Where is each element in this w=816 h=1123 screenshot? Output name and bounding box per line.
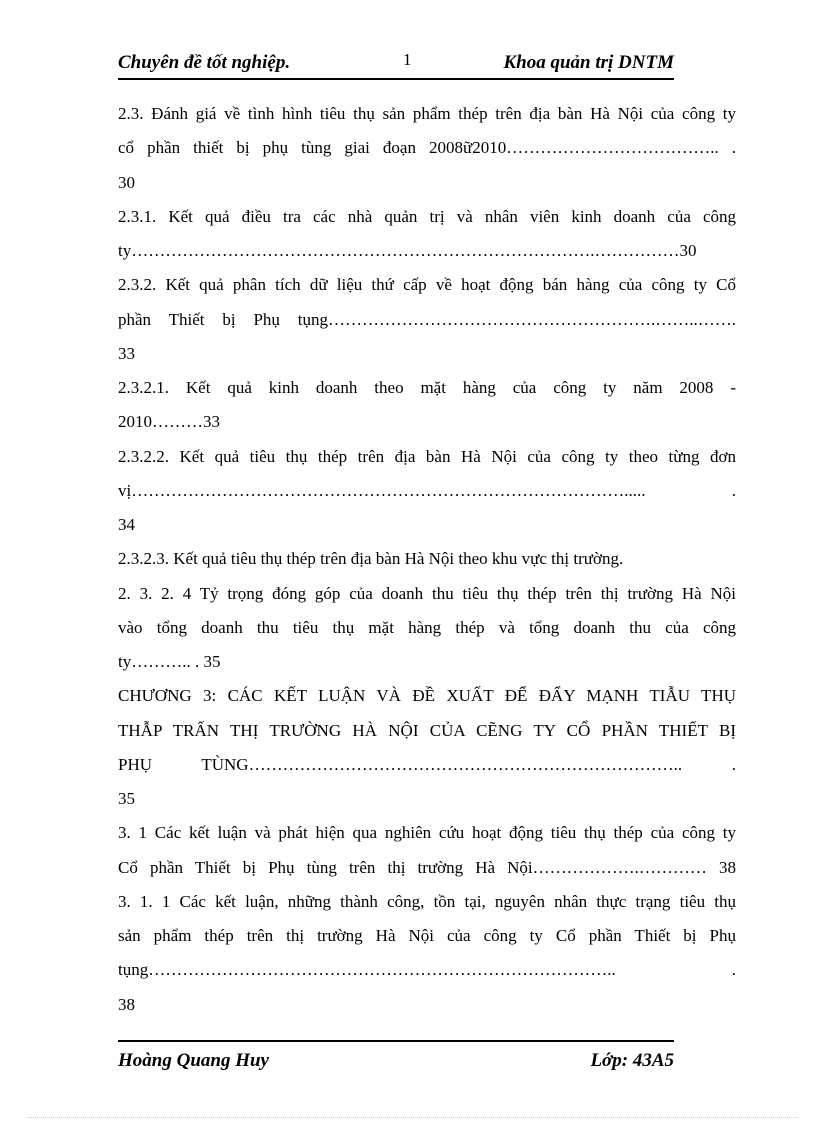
- toc-line: 2.3.2. Kết quả phân tích dữ liệu thứ cấp về hoạt động bán hàng của công ty Cổ: [118, 275, 736, 295]
- table-of-contents: [118, 97, 736, 1022]
- toc-line: 2.3.2.2. Kết quả tiêu thụ thép trên địa bàn Hà Nội của công ty theo từng đơn: [118, 446, 736, 466]
- header-department: Khoa quản trị DNTM: [503, 52, 674, 73]
- toc-line: 2.3.1. Kết quả điều tra các nhà quản trị và nhân viên kinh doanh của công: [118, 206, 736, 226]
- toc-line: ty……………………………………………………………………….……………30: [118, 241, 697, 260]
- page-number: 1: [403, 50, 412, 69]
- page-footer: [118, 1040, 674, 1082]
- toc-line: tụng……………………………………………………………………….. .: [118, 960, 736, 980]
- toc-line: phần Thiết bị Phụ tụng………………………………………………….……..…….: [118, 309, 736, 329]
- toc-line: 3. 1 Các kết luận và phát hiện qua nghiên cứu hoạt động tiêu thụ thép của công ty: [118, 823, 736, 843]
- toc-line: ty……….. . 35: [118, 652, 221, 671]
- toc-line-chapter: PHỤ TÙNG………………………………………………………………….. .: [118, 754, 736, 774]
- header-title: Chuyên đề tốt nghiệp.: [118, 52, 291, 73]
- toc-line-page: 34: [118, 515, 135, 534]
- toc-line: Cổ phần Thiết bị Phụ tùng trên thị trường Hà Nội……………….………… 38: [118, 857, 736, 877]
- toc-line: cổ phần thiết bị phụ tùng giai đoạn 2008ữ2010……………………………….. .: [118, 138, 736, 158]
- toc-line: 2.3.2.3. Kết quả tiêu thụ thép trên địa bàn Hà Nội theo khu vực thị trường.: [118, 549, 624, 569]
- toc-line: vào tổng doanh thu tiêu thụ mặt hàng thép và tổng doanh thu của công: [118, 617, 736, 637]
- toc-line-page: 35: [118, 789, 135, 808]
- page-edge-divider: [28, 1117, 798, 1118]
- toc-line-page: 33: [118, 343, 135, 363]
- toc-line: 3. 1. 1 Các kết luận, những thành công, tồn tại, nguyên nhân thực trạng tiêu thụ: [118, 891, 736, 911]
- toc-line: 2.3.2.1. Kết quả kinh doanh theo mặt hàng của công ty năm 2008 -: [118, 378, 736, 397]
- toc-line: 2.3. Đánh giá về tình hình tiêu thụ sản phẩm thép trên địa bàn Hà Nội của công ty: [118, 104, 736, 123]
- toc-line-page: 30: [118, 172, 135, 192]
- toc-line: sản phẩm thép trên thị trường Hà Nội của công ty Cổ phần Thiết bị Phụ: [118, 926, 736, 945]
- toc-line: 2010………33: [118, 412, 220, 432]
- toc-line: vị……………………………………………………………………………..... .: [118, 480, 736, 500]
- toc-line-chapter: CHƯƠNG 3: CÁC KẾT LUẬN VÀ ĐỀ XUẤT ĐỂ ĐẨY MẠNH TIẪU THỤ: [118, 686, 736, 706]
- toc-line-chapter: THẪP TRẤN THỊ TRƯỜNG HÀ NỘI CỦA CẼNG TY CỔ PHẦN THIẾT BỊ: [118, 720, 736, 740]
- footer-author: Hoàng Quang Huy: [118, 1050, 269, 1071]
- toc-line: 2. 3. 2. 4 Tỷ trọng đóng góp của doanh thu tiêu thụ thép trên thị trường Hà Nội: [118, 583, 736, 603]
- toc-line-page: 38: [118, 994, 135, 1014]
- footer-class: Lớp: 43A5: [590, 1050, 674, 1071]
- page-header: [118, 52, 674, 80]
